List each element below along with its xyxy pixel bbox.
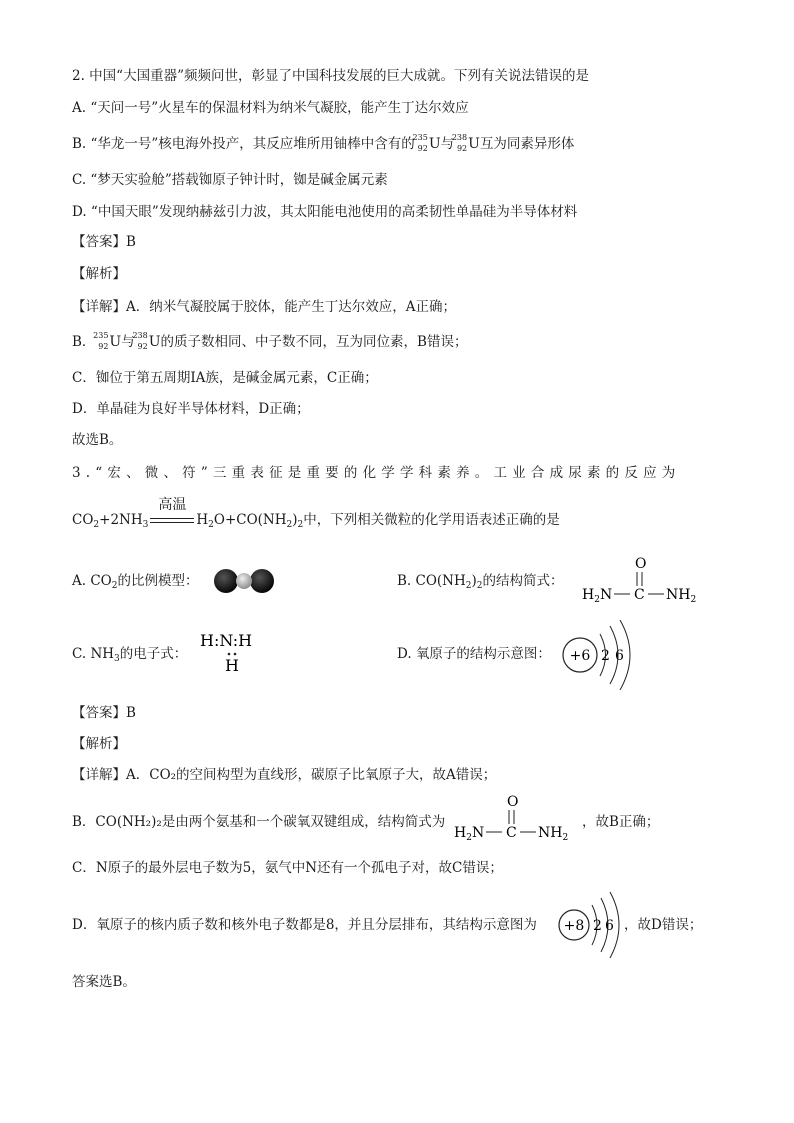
isotope-u238 xyxy=(451,133,468,154)
formula-nh3: NH xyxy=(90,646,115,662)
option-label: B. xyxy=(397,573,412,589)
q3-analysis-tag: 【解析】 xyxy=(72,736,126,752)
eq-plus-nh3: +2NH xyxy=(99,512,143,528)
q3-answer xyxy=(72,703,136,723)
electron-row: H:N:H xyxy=(200,631,253,650)
sub-2: 2 xyxy=(465,581,472,591)
sub-2: 2 xyxy=(286,520,293,530)
q2-option-c: C. “梦天实验舱”搭载铷原子钟计时，铷是碱金属元素 xyxy=(72,172,388,188)
q3-detail-2 xyxy=(72,812,445,832)
q2-detail-3: C．铷位于第五周期IA族，是碱金属元素，C正确； xyxy=(72,370,378,386)
mass-number: 238 xyxy=(451,133,468,142)
oxygen-structure-diagram xyxy=(556,890,628,960)
shell-1-electrons: 2 xyxy=(601,648,610,664)
urea-structure-analysis xyxy=(452,792,582,846)
q2-option-b-post: 互为同素异形体 xyxy=(479,136,575,152)
h2n-group: $H_2N$ xyxy=(454,825,485,843)
mass-number: 235 xyxy=(412,133,428,142)
element-symbol: U xyxy=(468,136,480,152)
answer-value: B xyxy=(126,705,136,721)
q2-option-b-pre: B. “华龙一号”核电海外投产，其反应堆所用铀棒中含有的 xyxy=(72,136,415,152)
formula-co2: CO xyxy=(90,573,112,589)
oxygen-sphere-left xyxy=(214,569,238,593)
reaction-arrow xyxy=(150,497,194,530)
element-symbol: U xyxy=(109,334,122,350)
detail-mid: 与 xyxy=(121,334,135,350)
urea-structure-option-b xyxy=(580,554,710,608)
answer-tag: 【答案】 xyxy=(72,234,126,250)
nh3-electron-formula xyxy=(198,628,272,676)
atomic-number: 92 xyxy=(417,144,428,153)
nh2-group: $NH_2$ xyxy=(538,825,569,843)
reaction-condition: 高温 xyxy=(158,497,187,513)
sub-3: 3 xyxy=(114,654,120,664)
oxygen-sphere-right xyxy=(250,569,274,593)
detail-pre: B． xyxy=(72,334,96,350)
q3-equation xyxy=(72,497,560,535)
option-text: 氧原子的结构示意图： xyxy=(415,646,551,662)
q3-detail-3: C．N原子的最外层电子数为5，氨气中N还有一个孤电子对，故C错误； xyxy=(72,860,503,876)
q3-conclusion: 答案选B。 xyxy=(72,974,136,990)
q3-stem-2: 中，下列相关微粒的化学用语表述正确的是 xyxy=(303,512,560,528)
q3-detail-2-post: ，故B正确； xyxy=(582,814,660,830)
eq-urea: O+CO(NH xyxy=(213,512,287,528)
q3-option-a xyxy=(72,571,198,596)
carbon-sphere xyxy=(236,573,252,589)
co2-space-filling-model xyxy=(210,566,278,596)
atom-o: O xyxy=(507,794,519,810)
sub-2: 2 xyxy=(476,581,483,591)
formula-urea: CO(NH xyxy=(415,573,466,589)
eq-paren: ) xyxy=(292,512,298,528)
atom-c: C xyxy=(634,587,645,603)
element-symbol: U xyxy=(428,136,441,152)
atom-c: C xyxy=(506,825,517,841)
q3-detail-4-post: ，故D错误； xyxy=(624,917,703,933)
detail-tag: 【详解】 xyxy=(72,299,126,315)
h2n-group: $H_2N$ xyxy=(582,587,613,605)
q2-analysis-tag: 【解析】 xyxy=(72,266,126,282)
isotope-u238 xyxy=(132,331,149,352)
detail-tag: 【详解】 xyxy=(72,767,126,783)
detail-post: 的质子数相同、中子数不同，互为同位素，B错误； xyxy=(160,334,468,350)
isotope-u235 xyxy=(412,133,429,154)
option-text: 的结构简式： xyxy=(482,573,564,589)
q2-option-b-mid: 与 xyxy=(440,136,455,152)
q3-option-d xyxy=(397,644,551,664)
equal-sign xyxy=(150,518,194,523)
q2-answer xyxy=(72,232,136,252)
atom-h-bottom: H xyxy=(225,656,239,675)
atom-o: O xyxy=(635,556,647,572)
option-label: C. xyxy=(72,646,87,662)
sub-3: 3 xyxy=(142,520,149,530)
shell-1-electrons: 2 xyxy=(593,918,602,934)
detail-text: A．CO₂的空间构型为直线形，碳原子比氧原子大，故A错误； xyxy=(126,767,497,783)
atom-structure-diagram-option-d xyxy=(558,620,638,690)
option-label: A. xyxy=(72,573,87,589)
sub-2: 2 xyxy=(93,520,100,530)
shell-2-electrons: 6 xyxy=(615,648,624,664)
q2-stem: 2. 中国“大国重器”频频问世，彰显了中国科技发展的巨大成就。下列有关说法错误的是 xyxy=(72,68,589,84)
q2-detail-1 xyxy=(72,297,456,317)
q2-detail-2 xyxy=(72,332,467,352)
q3-detail-1 xyxy=(72,765,496,785)
option-label: D. xyxy=(397,646,412,662)
eq-co2: CO xyxy=(72,512,94,528)
eq-h: H xyxy=(196,512,209,528)
sub-2: 2 xyxy=(208,520,214,530)
mass-number: 238 xyxy=(132,331,148,340)
isotope-u235 xyxy=(95,332,109,352)
mass-number: 235 xyxy=(93,331,109,340)
element-symbol: U xyxy=(148,334,161,350)
detail-text: A．纳米气凝胶属于胶体，能产生丁达尔效应，A正确； xyxy=(126,299,456,315)
answer-value: B xyxy=(126,234,136,250)
nucleus-charge: +8 xyxy=(563,918,585,934)
q2-detail-4: D．单晶硅为良好半导体材料，D正确； xyxy=(72,401,310,417)
option-text: 的电子式： xyxy=(119,646,188,662)
formula-paren: ) xyxy=(471,573,477,589)
q3-option-b xyxy=(397,571,564,596)
nh2-group: $NH_2$ xyxy=(666,587,697,605)
atomic-number: 92 xyxy=(98,342,109,351)
answer-tag: 【答案】 xyxy=(72,705,126,721)
atomic-number: 92 xyxy=(137,342,148,351)
q2-conclusion: 故选B。 xyxy=(72,432,123,448)
q3-detail-4 xyxy=(72,915,537,935)
detail-pre: B．CO(NH₂)₂是由两个氨基和一个碳氧双键组成，结构简式为 xyxy=(72,814,446,830)
nucleus-charge: +6 xyxy=(569,648,591,664)
q2-option-a: A. “天问一号”火星车的保温材料为纳米气凝胶，能产生丁达尔效应 xyxy=(72,100,469,116)
option-text: 的比例模型： xyxy=(117,573,199,589)
q3-option-c xyxy=(72,644,187,669)
shell-2-electrons: 6 xyxy=(605,918,614,934)
q2-option-d: D. “中国天眼”发现纳赫兹引力波，其太阳能电池使用的高柔韧性单晶硅为半导体材料 xyxy=(72,204,578,220)
q2-option-b xyxy=(72,134,574,154)
detail-pre: D．氧原子的核内质子数和核外电子数都是8，并且分层排布，其结构示意图为 xyxy=(72,917,537,933)
q3-stem-1: 3.“宏、微、符”三重表征是重要的化学学科素养。工业合成尿素的反应为 xyxy=(72,465,681,481)
atomic-number: 92 xyxy=(456,144,468,153)
sub-2: 2 xyxy=(111,581,118,591)
sub-2: 2 xyxy=(297,520,304,530)
